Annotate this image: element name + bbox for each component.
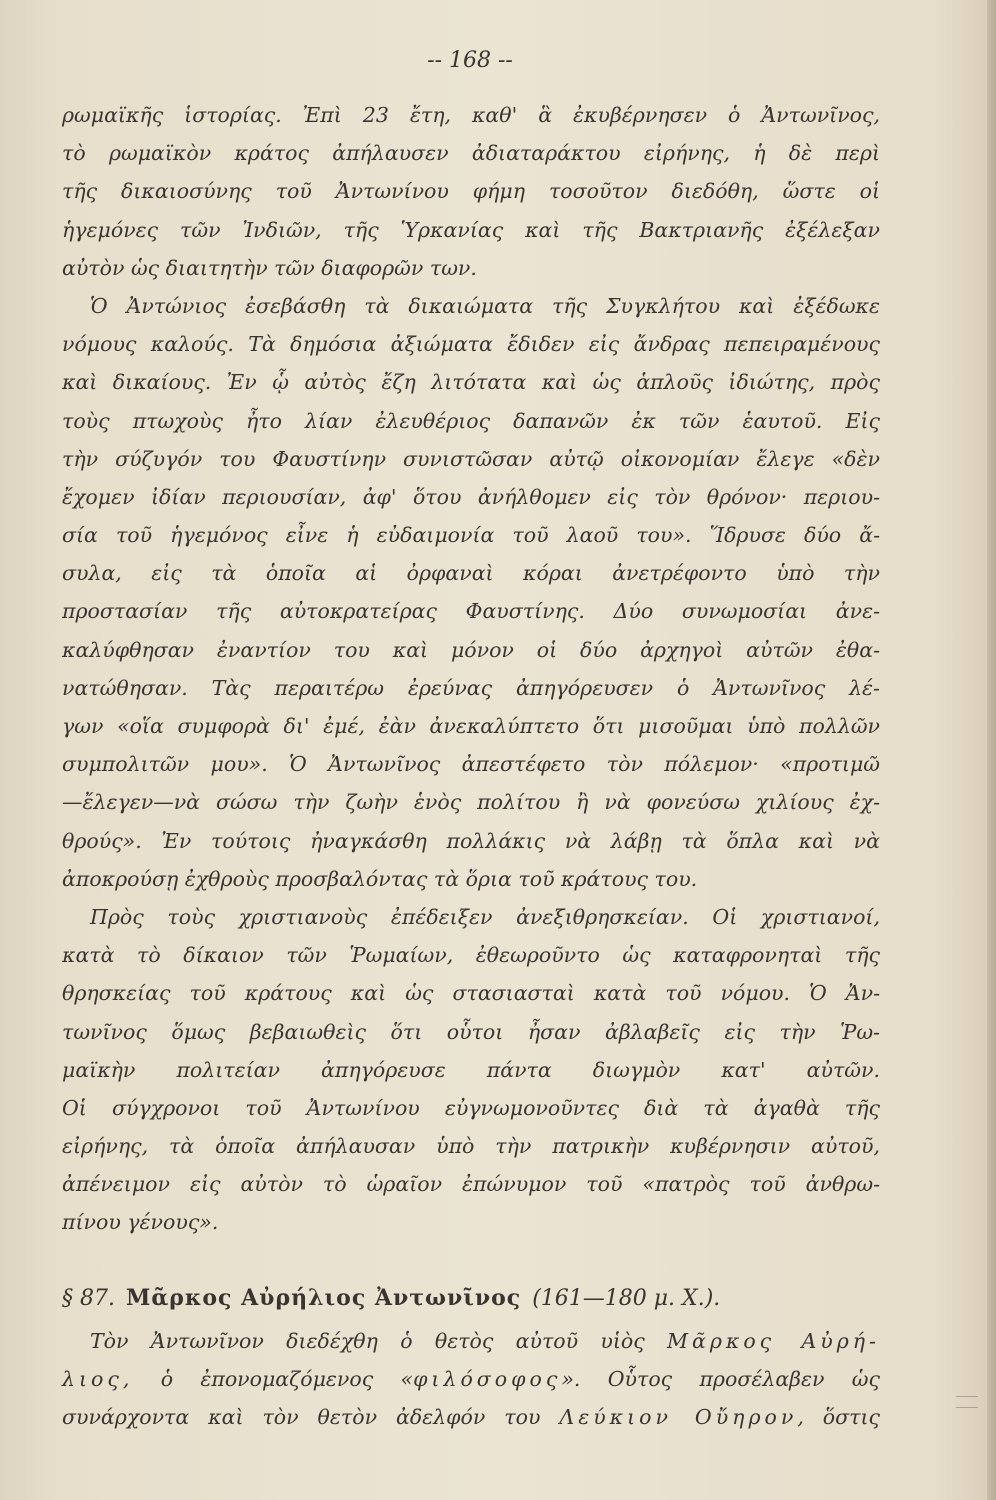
text-line: νατώθησαν. Τὰς περαιτέρω ἐρεύνας ἀπηγόρευσεν ὁ Ἀντωνῖνος λέ- [62,675,880,700]
paragraph [62,287,880,898]
section-gap [62,1242,880,1276]
text-line: θρησκείας τοῦ κράτους καὶ ὡς στασιασταὶ κατὰ τοῦ νόμου. Ὁ Ἀν- [62,981,880,1006]
spaced-name: Μᾶρκος Αὐρή- [667,1328,880,1353]
text-line: αὐτὸν ὡς διαιτητὴν τῶν διαφορῶν των. [62,255,477,280]
text-line: Ὁ Ἀντώνιος ἐσεβάσθη τὰ δικαιώματα τῆς Συγκλήτου καὶ ἐξέδωκε [90,293,880,318]
text-line: Οἱ σύγχρονοι τοῦ Ἀντωνίνου εὐγνωμονοῦντες διὰ τὰ ἀγαθὰ τῆς [62,1095,880,1120]
text-fragment: ὁ ἐπονομαζόμενος « [160,1366,414,1391]
section-title: Μᾶρκος Αὐρήλιος Ἀντωνῖνος [125,1284,522,1311]
text-line [62,1360,880,1398]
text-line: τὸ ρωμαϊκὸν κράτος ἀπήλαυσεν ἀδιαταράκτου εἰρήνης, ἡ δὲ περὶ [62,141,880,166]
text-line: καὶ δικαίους. Ἐν ᾧ αὐτὸς ἔζη λιτότατα καὶ ὡς ἁπλοῦς ἰδιώτης, πρὸς [62,370,880,395]
text-line: μαϊκὴν πολιτείαν ἀπηγόρευσε πάντα διωγμὸν κατ' αὐτῶν. [62,1057,880,1082]
text-line [62,1322,880,1360]
section-heading [62,1276,880,1320]
page-number: -- 168 -- [427,48,513,73]
section-number: § 87. [62,1285,115,1311]
paragraph [62,1322,880,1437]
text-line: συμπολιτῶν μου». Ὁ Ἀντωνῖνος ἀπεστέφετο τὸν πόλεμον· «προτιμῶ [62,752,880,777]
spaced-name: Λεύκιον Οὔηρον [559,1405,798,1429]
text-line: προστασίαν τῆς αὐτοκρατείρας Φαυστίνης. Δύο συνωμοσίαι ἀνε- [62,599,880,624]
spaced-name: λιος, [62,1366,134,1391]
margin-mark [956,1396,978,1408]
text-line: καλύφθησαν ἐναντίον του καὶ μόνον οἱ δύο ἀρχηγοὶ αὐτῶν ἐθα- [62,637,880,662]
text-fragment: Τὸν Ἀντωνῖνον διεδέχθη ὁ θετὸς αὐτοῦ υἱὸς [90,1328,645,1353]
text-line: θρούς». Ἐν τούτοις ἠναγκάσθη πολλάκις νὰ λάβῃ τὰ ὅπλα καὶ νὰ [62,828,880,853]
text-line: τωνῖνος ὅμως βεβαιωθεὶς ὅτι οὗτοι ἦσαν ἀβλαβεῖς εἰς τὴν Ῥω- [62,1019,880,1044]
text-line: ἀπένειμον εἰς αὐτὸν τὸ ὡραῖον ἐπώνυμον τοῦ «πατρὸς τοῦ ἀνθρω- [62,1172,880,1197]
text-fragment: , ὅστις [797,1405,880,1429]
text-line: τὴν σύζυγόν του Φαυστίνην συνιστῶσαν αὐτῷ οἰκονομίαν ἔλεγε «δὲν [62,446,880,471]
text-line: σία τοῦ ἡγεμόνος εἶνε ἡ εὐδαιμονία τοῦ λαοῦ του». Ἵδρυσε δύο ἄ- [62,523,880,548]
text-line: πίνου γένους». [62,1210,219,1235]
section-dates: (161—180 μ. Χ.). [532,1285,721,1311]
text-line: νόμους καλούς. Τὰ δημόσια ἀξιώματα ἔδιδεν εἰς ἄνδρας πεπειραμένους [62,332,880,357]
text-fragment: συνάρχοντα καὶ τὸν θετὸν ἀδελφόν του [62,1405,541,1429]
paragraph [62,898,880,1242]
text-line: Πρὸς τοὺς χριστιανοὺς ἐπέδειξεν ἀνεξιθρησκείαν. Οἱ χριστιανοί, [90,904,880,929]
text-line: —ἔλεγεν—νὰ σώσω τὴν ζωὴν ἑνὸς πολίτου ἢ νὰ φονεύσω χιλίους ἐχ- [62,790,880,815]
text-line: ρωμαϊκῆς ἱστορίας. Ἐπὶ 23 ἔτη, καθ' ἃ ἐκυβέρνησεν ὁ Ἀντωνῖνος, [62,103,880,127]
paragraph [62,96,880,287]
text-line: γων «οἵα συμφορὰ δι' ἐμέ, ἐὰν ἀνεκαλύπτετο ὅτι μισοῦμαι ὑπὸ πολλῶν [62,714,880,738]
text-line [62,1398,880,1436]
text-line: τοὺς πτωχοὺς ἦτο λίαν ἐλευθέριος δαπανῶν ἐκ τῶν ἑαυτοῦ. Εἰς [62,408,880,433]
page-edge [987,0,996,1500]
text-fragment: ». Οὗτος προσέλαβεν ὡς [561,1366,880,1391]
text-line: ἡγεμόνες τῶν Ἰνδιῶν, τῆς Ὑρκανίας καὶ τῆς Βακτριανῆς ἐξέλεξαν [62,217,880,242]
text-line: συλα, εἰς τὰ ὁποῖα αἱ ὀρφαναὶ κόραι ἀνετρέφοντο ὑπὸ τὴν [62,561,880,586]
text-line: ἀποκρούσῃ ἐχθροὺς προσβαλόντας τὰ ὅρια τοῦ κράτους του. [62,866,698,891]
body-text [62,96,880,1436]
text-line: εἰρήνης, τὰ ὁποῖα ἀπήλαυσαν ὑπὸ τὴν πατρικὴν κυβέρνησιν αὐτοῦ, [62,1134,880,1159]
text-line: τῆς δικαιοσύνης τοῦ Ἀντωνίνου φήμη τοσοῦτον διεδόθη, ὥστε οἱ [62,179,880,204]
text-line: κατὰ τὸ δίκαιον τῶν Ῥωμαίων, ἐθεωροῦντο ὡς καταφρονηταὶ τῆς [62,943,880,968]
text-line: ἔχομεν ἰδίαν περιουσίαν, ἀφ' ὅτου ἀνήλθομεν εἰς τὸν θρόνον· περιου- [62,484,880,509]
spaced-name: φιλόσοφος [413,1366,562,1391]
